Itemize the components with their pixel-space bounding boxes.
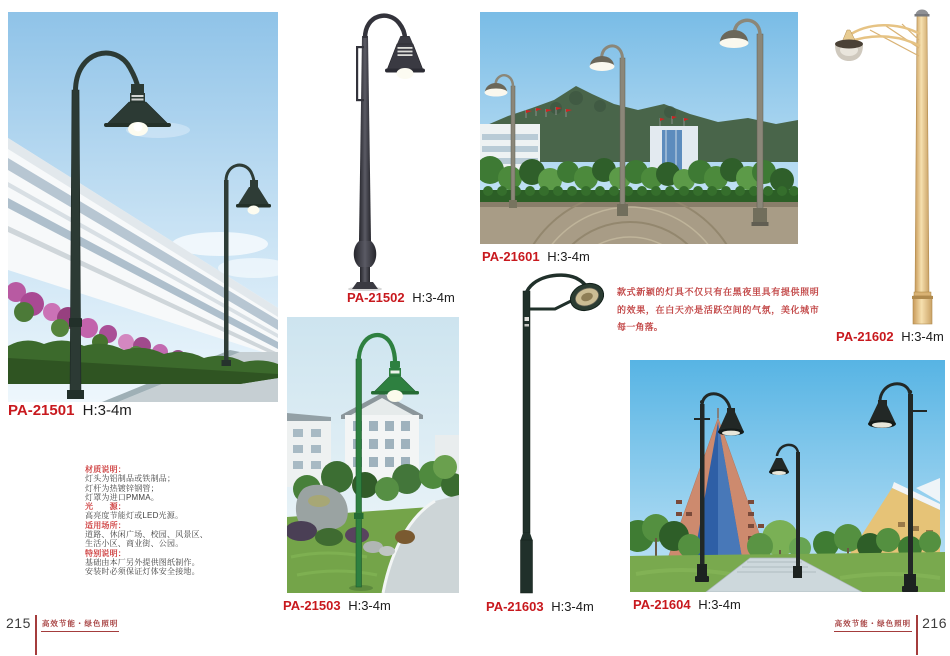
- product-photo-pa21603: [473, 261, 615, 595]
- lamp-illustration: [325, 6, 480, 291]
- product-code: PA-21602: [836, 329, 894, 344]
- product-label-pa21502: [347, 290, 455, 305]
- garden-scene-illustration: [287, 317, 459, 593]
- footer-slogan-right: 高效节能・绿色照明: [834, 615, 913, 632]
- product-size: H:3-4m: [698, 597, 741, 612]
- product-size: H:3-4m: [82, 402, 132, 419]
- product-size: H:3-4m: [551, 599, 594, 614]
- product-code: PA-21604: [633, 597, 691, 612]
- product-label-pa21503: [283, 598, 391, 613]
- footer-left: [6, 615, 119, 655]
- product-code: PA-21503: [283, 598, 341, 613]
- product-photo-pa21502: [325, 6, 480, 291]
- footer-slogan-left: 高效节能・绿色照明: [41, 615, 120, 632]
- page-number-right: 216: [922, 615, 947, 631]
- spec-material-title: 材质说明：: [85, 465, 126, 474]
- footer-right: [755, 615, 947, 655]
- product-photo-pa21602: [818, 4, 950, 326]
- product-size: H:3-4m: [348, 598, 391, 613]
- product-label-pa21602: [836, 329, 944, 344]
- product-photo-pa21503: [287, 317, 459, 593]
- spec-line: 灯头为铝制品或铁制品；: [85, 474, 176, 484]
- product-code: PA-21603: [486, 599, 544, 614]
- lamp-illustration: [473, 261, 615, 595]
- spec-special-title: 特别说明：: [85, 548, 126, 558]
- product-size: H:3-4m: [412, 290, 455, 305]
- spec-notes: [85, 465, 208, 577]
- page-number-left: 215: [6, 615, 31, 631]
- spec-line: 灯杆为热镀锌钢管；: [85, 483, 159, 493]
- spec-line: 道路、休闲广场、校园、风景区、: [85, 530, 208, 540]
- product-photo-pa21604: [630, 360, 945, 592]
- spec-line: 灯罩为进口PMMA。: [85, 492, 159, 502]
- product-label-pa21603: [486, 599, 594, 614]
- footer-divider: [35, 615, 37, 655]
- spec-usage-title: 适用场所：: [85, 520, 126, 530]
- description-paragraph: 款式新颖的灯具不仅只有在黑夜里具有提供照明的效果，在白天亦是活跃空间的气氛，美化城市每一角落。: [617, 287, 819, 332]
- lamp-illustration: [818, 4, 950, 326]
- campus-scene-illustration: [630, 360, 945, 592]
- product-code: PA-21601: [482, 249, 540, 264]
- spec-light-title: 光 源：: [85, 502, 126, 512]
- spec-line: 安装时必须保证灯体安全接地。: [85, 567, 200, 577]
- product-photo-pa21601: [480, 12, 798, 244]
- footer-divider: [916, 615, 918, 655]
- plaza-scene-illustration: [480, 12, 798, 244]
- spec-line: 高亮度节能灯或LED光源。: [85, 511, 184, 521]
- product-size: H:3-4m: [901, 329, 944, 344]
- product-photo-pa21501: [8, 12, 278, 402]
- spec-line: 基础由本厂另外提供图纸制作。: [85, 557, 200, 567]
- product-label-pa21501: [8, 402, 132, 419]
- spec-line: 生活小区、商业街、公园。: [85, 539, 184, 549]
- product-code: PA-21502: [347, 290, 405, 305]
- product-code: PA-21501: [8, 402, 75, 419]
- product-size: H:3-4m: [547, 249, 590, 264]
- product-label-pa21604: [633, 597, 741, 612]
- street-scene-illustration: [8, 12, 278, 402]
